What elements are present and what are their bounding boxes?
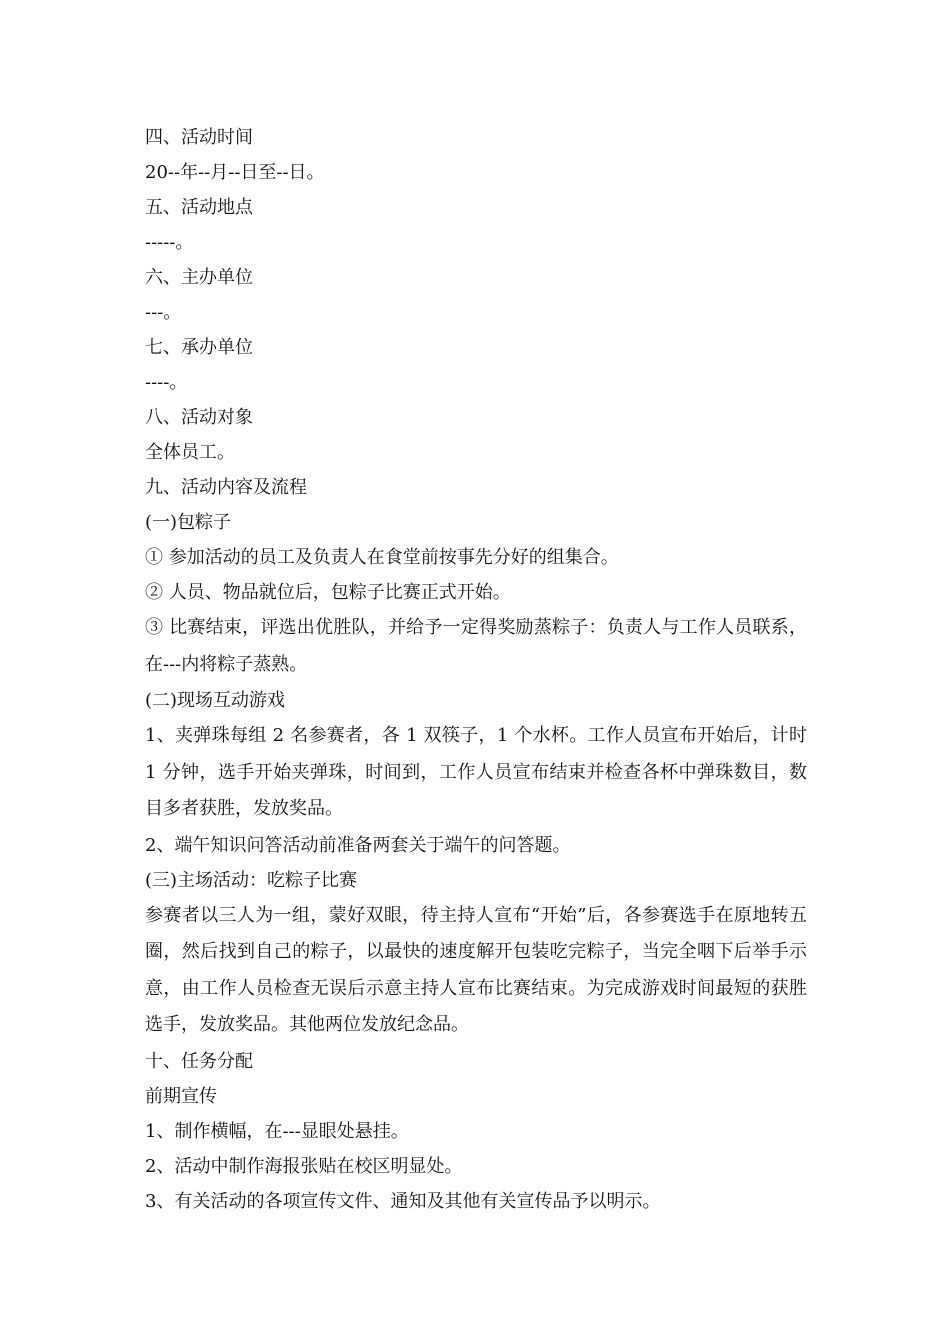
subsection-heading: (一)包粽子 [145,512,232,533]
section-heading: 六、主办单位 [145,267,253,288]
subsection-heading: (三)主场活动：吃粽子比赛 [145,869,358,891]
activity-date: 20--年--月--日至--日。 [145,162,325,183]
organizer: ---。 [145,302,182,323]
document-body [145,120,807,1219]
list-item: 3、有关活动的各项宣传文件、通知及其他有关宣传品予以明示。 [145,1190,661,1212]
list-item: 2、活动中制作海报张贴在校区明显处。 [145,1155,463,1177]
subsection-heading: 前期宣传 [145,1085,217,1107]
list-item: ③ 比赛结束，评选出优胜队，并给予一定得奖励蒸粽子：负责人与工作人员联系，在---内将粽子蒸熟。 [145,617,807,675]
list-item: ① 参加活动的员工及负责人在食堂前按事先分好的组集合。 [145,547,619,568]
list-item: ② 人员、物品就位后，包粽子比赛正式开始。 [145,582,511,603]
section-heading: 七、承办单位 [145,337,253,358]
list-item: 1、制作横幅，在---显眼处悬挂。 [145,1120,409,1142]
activity-location: -----。 [145,232,194,253]
list-item: 1、夹弹珠每组 2 名参赛者，各 1 双筷子，1 个水杯。工作人员宣布开始后，计时 1 分钟，选手开始夹弹珠，时间到，工作人员宣布结束并检查各杯中弹珠数目，数目多者获胜，发放奖品。 [145,725,807,819]
section-heading: 八、活动对象 [145,407,253,428]
section-heading: 五、活动地点 [145,197,253,218]
body-paragraph: 参赛者以三人为一组，蒙好双眼，待主持人宣布“开始”后，各参赛选手在原地转五圈，然后找到自己的粽子，以最快的速度解开包装吃完粽子，当完全咽下后举手示意，由工作人员检查无误后示意主持人宣布比赛结束。为完成游戏时间最短的获胜选手，发放奖品。其他两位发放纪念品。 [145,904,807,1035]
section-heading: 九、活动内容及流程 [145,477,307,498]
list-item: 2、端午知识问答活动前准备两套关于端午的问答题。 [145,834,571,856]
section-heading: 四、活动时间 [145,127,253,148]
section-heading: 十、任务分配 [145,1050,253,1072]
target-audience: 全体员工。 [145,442,235,463]
co-organizer: ----。 [145,372,188,393]
subsection-heading: (二)现场互动游戏 [145,690,286,711]
